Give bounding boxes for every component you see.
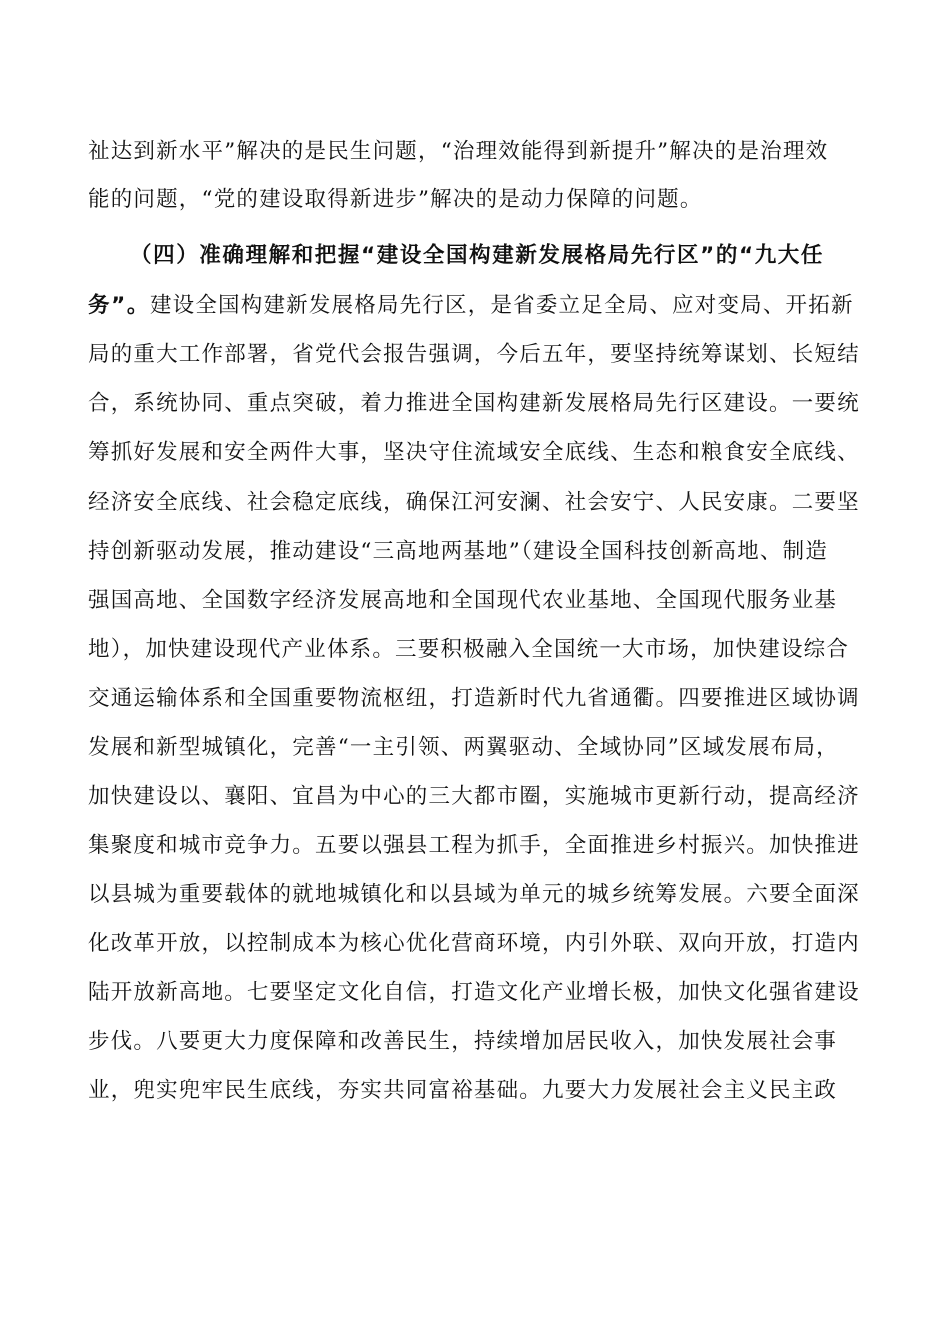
text-line: 步伐。八要更大力度保障和改善民生，持续增加居民收入，加快发展社会事 [88,1029,838,1054]
text-line: 集聚度和城市竞争力。五要以强县工程为抓手，全面推进乡村振兴。加快推进 [88,833,860,858]
text-line: 能的问题，“党的建设取得新进步”解决的是动力保障的问题。 [88,187,703,212]
text-line: 化改革开放，以控制成本为核心优化营商环境，内引外联、双向开放，打造内 [88,931,860,956]
text-line: 发展和新型城镇化，完善“一主引领、两翼驱动、全域协同”区域发展布局， [88,735,839,760]
section-heading-end: 务”。 [88,293,150,318]
text-line: 合，系统协同、重点突破，着力推进全国构建新发展格局先行区建设。一要统 [88,391,860,416]
text-line: 陆开放新高地。七要坚定文化自信，打造文化产业增长极，加快文化强省建设 [88,980,860,1005]
text-line: 交通运输体系和全国重要物流枢纽，打造新时代九省通衢。四要推进区域协调 [88,686,860,711]
section-heading: （四）准确理解和把握“建设全国构建新发展格局先行区”的“九大任 [130,243,824,268]
text-line: 持创新驱动发展，推动建设“三高地两基地”（建设全国科技创新高地、制造 [88,539,829,564]
text-line: 经济安全底线、社会稳定底线，确保江河安澜、社会安宁、人民安康。二要坚 [88,490,860,515]
text-line: 祉达到新水平”解决的是民生问题，“治理效能得到新提升”解决的是治理效 [88,139,829,164]
text-line: 局的重大工作部署，省党代会报告强调，今后五年，要坚持统筹谋划、长短结 [88,342,860,367]
text-line: 以县城为重要载体的就地城镇化和以县域为单元的城乡统筹发展。六要全面深 [88,882,860,907]
text-line [88,291,863,321]
text-line: 筹抓好发展和安全两件大事，坚决守住流域安全底线、生态和粮食安全底线、 [88,440,860,465]
text-line: 加快建设以、襄阳、宜昌为中心的三大都市圈，实施城市更新行动，提高经济 [88,784,860,809]
text-span: 建设全国构建新发展格局先行区，是省委立足全局、应对变局、开拓新 [149,293,854,318]
text-line: 强国高地、全国数字经济发展高地和全国现代农业基地、全国现代服务业基 [88,588,838,613]
text-line: 业，兜实兜牢民生底线，夯实共同富裕基础。九要大力发展社会主义民主政 [88,1078,838,1103]
text-line: 地），加快建设现代产业体系。三要积极融入全国统一大市场，加快建设综合 [88,637,850,662]
